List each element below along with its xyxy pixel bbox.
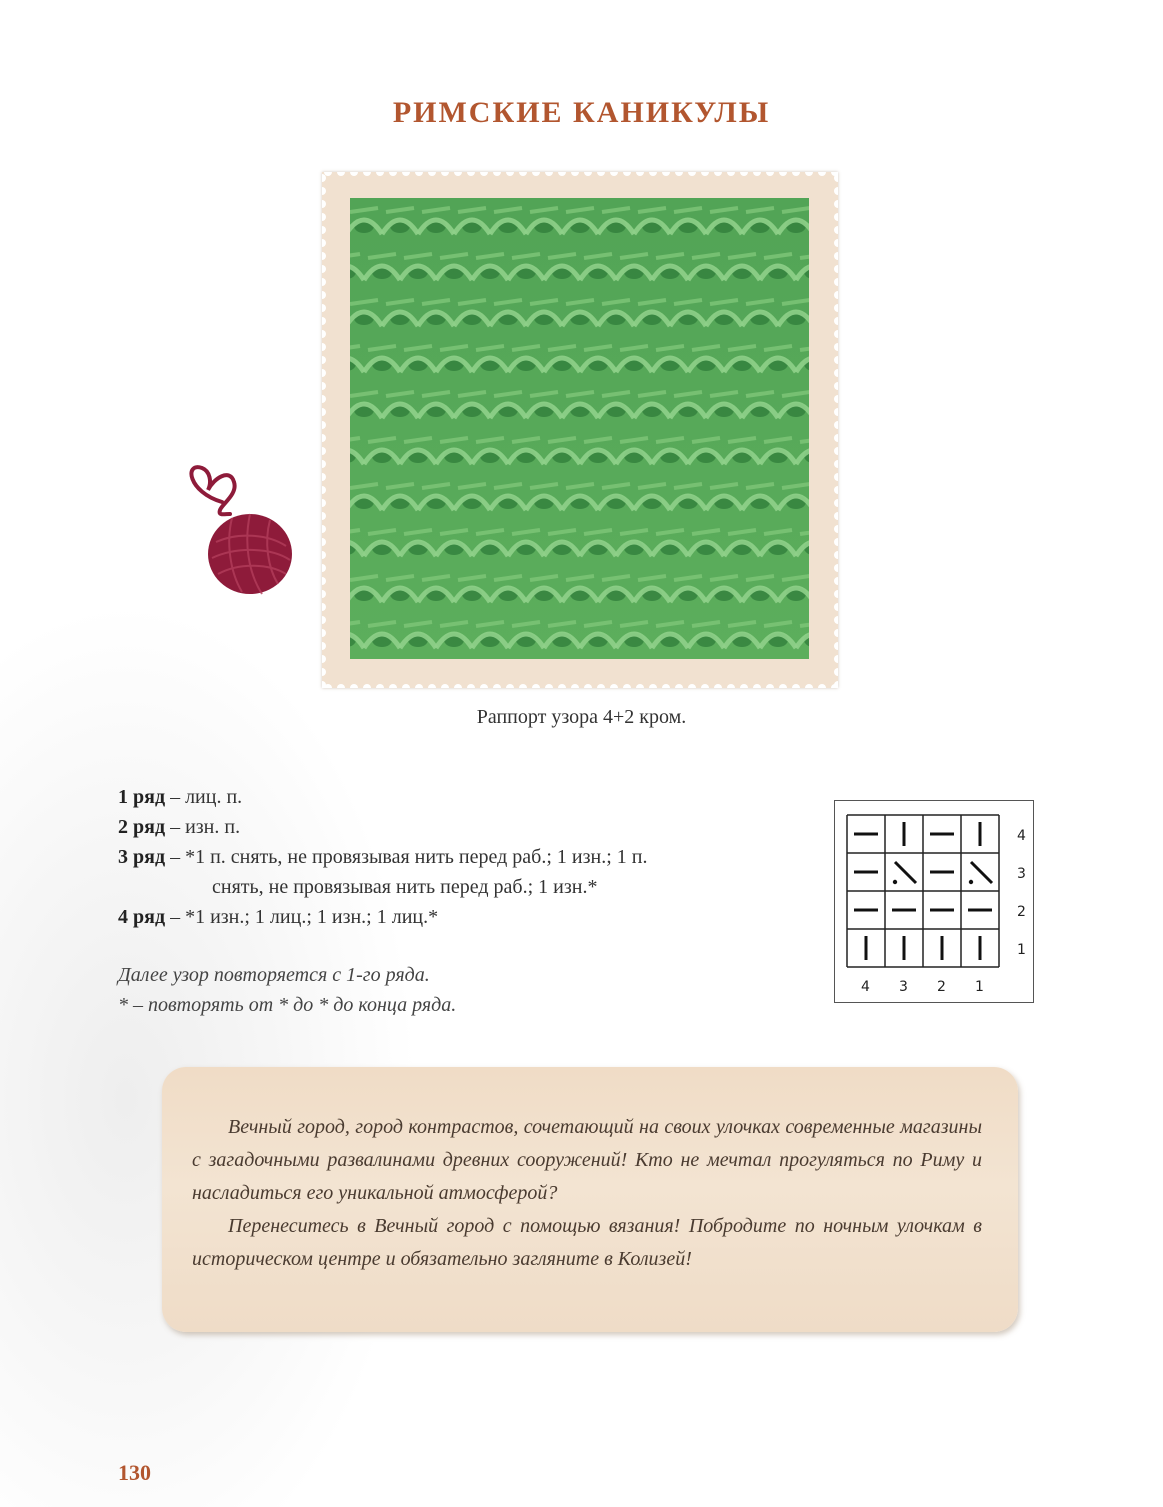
row-text: лиц. п. [185, 786, 243, 808]
chart-row-label: 3 [1017, 866, 1026, 882]
chart-row-label: 1 [1017, 942, 1026, 958]
row-text: изн. п. [185, 816, 241, 838]
page-title: РИМСКИЕ КАНИКУЛЫ [392, 96, 771, 129]
description-panel [162, 1067, 1018, 1332]
description-paragraph-2: Перенеситесь в Вечный город с помощью вязания! Побродите по ночным улочкам в историческом центре и обязательно загляните в Колизей! [192, 1215, 982, 1270]
row-label: 4 ряд [118, 906, 166, 928]
row-1 [118, 782, 808, 812]
stamp-frame [322, 172, 838, 688]
row-label: 3 ряд [118, 846, 166, 868]
row-text: *1 п. снять, не провязывая нить перед раб.; 1 изн.; 1 п. [185, 846, 648, 868]
page-number: 130 [118, 1460, 151, 1485]
chart-col-label: 4 [861, 979, 870, 995]
chart-grid-lines [847, 815, 999, 967]
knitting-chart-grid [835, 801, 1035, 1004]
row-dash: – [165, 846, 186, 868]
row-dash: – [165, 816, 186, 838]
description-text [192, 1111, 982, 1276]
knitting-chart [834, 800, 1034, 1003]
description-paragraph-1: Вечный город, город контрастов, сочетающий на своих улочках современные магазины с загадочными развалинами древних сооружений! Кто не мечтал прогуляться по Риму и насладиться его уникальной атмосферой? [192, 1116, 982, 1204]
row-4 [118, 902, 808, 932]
row-3 [118, 842, 808, 872]
row-text: *1 изн.; 1 лиц.; 1 изн.; 1 лиц.* [185, 906, 439, 928]
row-3-continuation: снять, не провязывая нить перед раб.; 1 изн.* [212, 876, 598, 898]
chart-row-label: 4 [1017, 828, 1026, 844]
chart-col-label: 1 [975, 979, 984, 995]
row-instructions [118, 782, 808, 932]
chart-symbol-slip [893, 862, 916, 884]
row-2 [118, 812, 808, 842]
chart-symbol-slip [969, 862, 992, 884]
background-wash [0, 600, 420, 1507]
chart-row-label: 2 [1017, 904, 1026, 920]
row-dash: – [165, 906, 186, 928]
note-asterisk: * – повторять от * до * до конца ряда. [118, 994, 457, 1016]
row-dash: – [165, 786, 186, 808]
chart-col-label: 3 [899, 979, 908, 995]
chart-col-label: 2 [937, 979, 946, 995]
notes [118, 960, 808, 1020]
knitted-swatch-photo [350, 198, 809, 659]
pattern-repeat-caption: Раппорт узора 4+2 кром. [476, 706, 687, 728]
yarn-ball-with-heart-icon [178, 462, 308, 622]
row-label: 1 ряд [118, 786, 166, 808]
note-repeat: Далее узор повторяется с 1-го ряда. [118, 964, 430, 986]
row-label: 2 ряд [118, 816, 166, 838]
